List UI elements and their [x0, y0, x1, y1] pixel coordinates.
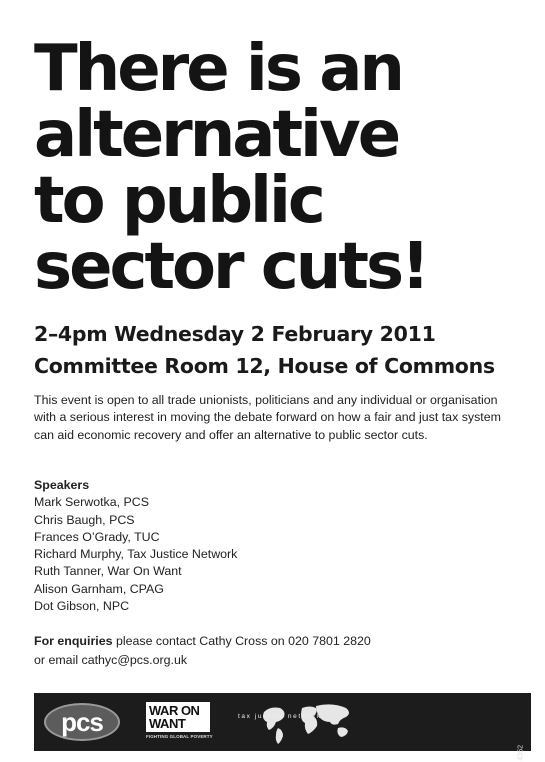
war-on-want-logo-line1: WAR ON: [149, 703, 200, 718]
speaker-item: Richard Murphy, Tax Justice Network: [34, 547, 238, 562]
speakers-heading: Speakers: [34, 478, 90, 492]
pcs-logo-text: pcs: [61, 707, 103, 737]
tax-justice-network-logo: [234, 698, 374, 746]
speaker-item: Alison Garnham, CPAG: [34, 581, 164, 596]
event-details: [34, 318, 534, 382]
event-time-date: 2–4pm Wednesday 2 February 2011: [34, 322, 436, 346]
war-on-want-logo: [146, 702, 213, 742]
war-on-want-logo-box: [146, 702, 210, 732]
war-on-want-tagline: FIGHTING GLOBAL POVERTY: [146, 734, 213, 739]
tax-justice-network-text: tax justice network: [238, 713, 322, 720]
war-on-want-logo-line2: WANT: [149, 716, 186, 731]
speaker-item: Ruth Tanner, War On Want: [34, 564, 182, 579]
speaker-item: Mark Serwotka, PCS: [34, 495, 149, 510]
speaker-item: Frances O’Grady, TUC: [34, 529, 160, 544]
speaker-item: Chris Baugh, PCS: [34, 512, 135, 527]
enquiries-section: [34, 632, 514, 670]
event-venue: Committee Room 12, House of Commons: [34, 354, 495, 378]
enquiries-line: [34, 632, 514, 651]
headline: [34, 32, 534, 304]
speaker-item: Dot Gibson, NPC: [34, 599, 130, 614]
headline-line-3: to public: [34, 164, 323, 238]
print-code: 4352: [518, 745, 525, 761]
intro-paragraph: This event is open to all trade unionists, politicians and any individual or organisation with a serious interest in moving the debate forward on how a fair and just tax system can aid economic recovery and offer an alternative to public sector cuts.: [34, 393, 501, 442]
enquiries-email[interactable]: or email cathyc@pcs.org.uk: [34, 653, 188, 667]
headline-line-1: There is an: [34, 32, 402, 106]
enquiries-contact: please contact Cathy Cross on 020 7801 2820: [112, 634, 371, 648]
speakers-section: [34, 477, 454, 615]
headline-line-2: alternative: [34, 98, 399, 172]
sponsor-footer: [34, 693, 531, 761]
pcs-logo: [44, 703, 120, 741]
world-map-icon: [234, 698, 374, 746]
headline-line-4: sector cuts!: [34, 230, 428, 304]
enquiries-label: For enquiries: [34, 634, 113, 648]
